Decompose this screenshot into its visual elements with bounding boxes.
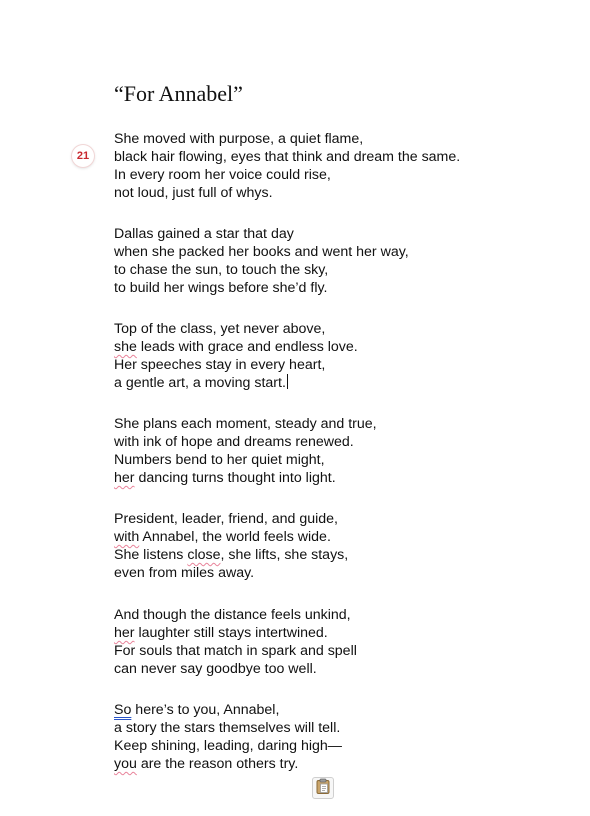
line-text: , she lifts, she stays,: [220, 547, 349, 563]
clipboard-paste-icon: [316, 778, 330, 799]
stanza5-line4[interactable]: even from miles away.: [114, 565, 255, 581]
stanza7-line4[interactable]: [114, 755, 298, 773]
stanza1-line4[interactable]: not loud, just full of whys.: [114, 185, 273, 201]
stanza2-line1[interactable]: Dallas gained a star that day: [114, 226, 294, 242]
line-text: dancing turns thought into light.: [134, 470, 336, 486]
stanza3-line3[interactable]: Her speeches stay in every heart,: [114, 357, 326, 373]
poem-title: “For Annabel”: [114, 81, 243, 106]
stanza3-line2[interactable]: [114, 338, 358, 356]
stanza4-line3[interactable]: Numbers bend to her quiet might,: [114, 452, 325, 468]
stanza1-line2[interactable]: black hair flowing, eyes that think and dream the same.: [114, 149, 461, 165]
spelling-flagged-word[interactable]: her: [114, 625, 135, 641]
stanza6-line3[interactable]: For souls that match in spark and spell: [114, 643, 357, 659]
line-text: here’s to you, Annabel,: [131, 702, 280, 718]
line-text: a gentle art, a moving start.: [114, 375, 286, 391]
spelling-flagged-word[interactable]: her: [114, 470, 135, 486]
stanza6-line2[interactable]: [114, 624, 328, 642]
stanza4-line1[interactable]: She plans each moment, steady and true,: [114, 416, 377, 432]
paste-options-button[interactable]: [312, 777, 334, 799]
line-text: Annabel, the world feels wide.: [139, 529, 331, 545]
stanza2-line2[interactable]: when she packed her books and went her way,: [114, 244, 409, 260]
spelling-flagged-word[interactable]: close: [187, 547, 221, 563]
spelling-flagged-word[interactable]: with: [114, 529, 140, 545]
stanza5-line1[interactable]: President, leader, friend, and guide,: [114, 511, 338, 527]
text-cursor: [287, 374, 288, 389]
stanza5-line3[interactable]: [114, 546, 348, 564]
stanza6-line1[interactable]: And though the distance feels unkind,: [114, 607, 351, 623]
spelling-flagged-word[interactable]: she: [114, 339, 137, 355]
grammar-flagged-word[interactable]: So: [114, 702, 132, 718]
stanza3-line4[interactable]: [114, 374, 288, 392]
stanza4-line4[interactable]: [114, 469, 336, 487]
stanza1-line1[interactable]: She moved with purpose, a quiet flame,: [114, 131, 364, 147]
line-text: are the reason others try.: [136, 756, 299, 772]
line-text: leads with grace and endless love.: [136, 339, 358, 355]
stanza2-line4[interactable]: to build her wings before she’d fly.: [114, 280, 328, 296]
stanza1-line3[interactable]: In every room her voice could rise,: [114, 167, 331, 183]
line-text: laughter still stays intertwined.: [134, 625, 328, 641]
stanza7-line2[interactable]: a story the stars themselves will tell.: [114, 720, 341, 736]
line-text: She listens: [114, 547, 188, 563]
stanza7-line1[interactable]: [114, 701, 279, 719]
spelling-flagged-word[interactable]: you: [114, 756, 137, 772]
comment-count-badge[interactable]: [72, 145, 94, 167]
stanza2-line3[interactable]: to chase the sun, to touch the sky,: [114, 262, 329, 278]
stanza6-line4[interactable]: can never say goodbye too well.: [114, 661, 317, 677]
stanza3-line1[interactable]: Top of the class, yet never above,: [114, 321, 326, 337]
stanza5-line2[interactable]: [114, 528, 331, 546]
comment-count-label: 21: [76, 150, 90, 162]
stanza7-line3[interactable]: Keep shining, leading, daring high—: [114, 738, 342, 754]
stanza4-line2[interactable]: with ink of hope and dreams renewed.: [114, 434, 354, 450]
